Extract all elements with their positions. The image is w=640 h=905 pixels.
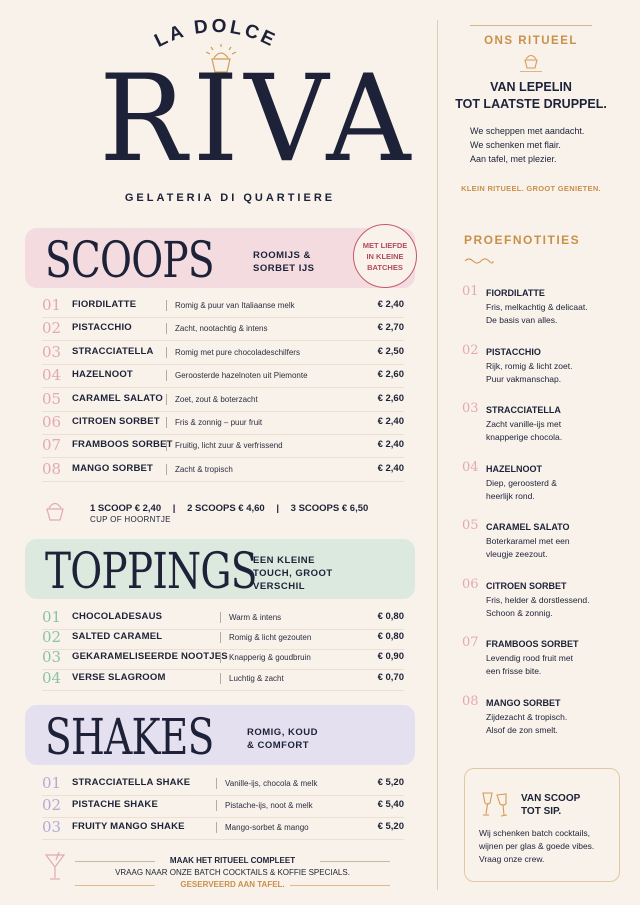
note-line: Schoon & zonnig. xyxy=(486,607,553,618)
item-name: SALTED CARAMEL xyxy=(72,631,163,643)
item-name: GEKARAMELISEERDE NOOTJES xyxy=(72,651,228,663)
item-name: FRUITY MANGO SHAKE xyxy=(72,821,185,832)
item-description: Knapperig & goudbruin xyxy=(220,652,311,663)
wave-ornament xyxy=(464,256,494,264)
toppings-subtitle xyxy=(253,554,333,593)
sip-text xyxy=(479,827,594,866)
note-name: FRAMBOOS SORBET xyxy=(486,639,579,649)
item-description: Zacht, nootachtig & intens xyxy=(166,323,268,334)
item-description: Romig met pure chocoladeschilfers xyxy=(166,347,300,358)
ritueel-headline-2: TOT LAATSTE DRUPPEL. xyxy=(455,97,607,111)
item-price: € 2,40 xyxy=(377,299,404,310)
note-line: Fris, helder & dorstlessend. xyxy=(486,594,590,605)
item-name: CHOCOLADESAUS xyxy=(72,611,163,622)
column-divider xyxy=(437,20,438,890)
toppings-subtitle-line: EEN KLEINE xyxy=(253,555,316,566)
cup-label: CUP OF HOORNTJE xyxy=(90,515,171,524)
note-line: Zijdezacht & tropisch. xyxy=(486,711,568,722)
scoops-subtitle-line: SORBET IJS xyxy=(253,263,315,274)
scoops-banner xyxy=(25,228,415,288)
note-line: een frisse bite. xyxy=(486,666,542,676)
item-number: 08 xyxy=(42,459,62,478)
note-line: knapperige chocola. xyxy=(486,432,563,442)
note-line: Diep, geroosterd & xyxy=(486,477,557,488)
scoops-row xyxy=(42,459,404,482)
toppings-subtitle-line: VERSCHIL xyxy=(253,581,306,592)
note-name: CARAMEL SALATO xyxy=(486,522,570,532)
note-number: 07 xyxy=(462,635,479,650)
note-line: Fris, melkachtig & delicaat. xyxy=(486,302,588,312)
item-name: HAZELNOOT xyxy=(72,369,133,381)
ice-cream-cup-icon-small xyxy=(520,51,542,69)
item-price: € 5,20 xyxy=(377,821,404,832)
proefnotities-title: PROEFNOTITIES xyxy=(464,233,581,247)
seal-line: IN KLEINE xyxy=(366,252,404,261)
note-number: 08 xyxy=(462,693,479,709)
note-line: Zacht vanille-ijs met xyxy=(486,419,562,429)
item-price: € 2,60 xyxy=(377,369,404,381)
note-name: MANGO SORBET xyxy=(486,697,561,708)
item-price: € 5,40 xyxy=(377,799,404,810)
item-description: Fruitig, licht zuur & verfrissend xyxy=(166,440,283,451)
item-name: STRACCIATELLA SHAKE xyxy=(72,777,191,788)
toppings-banner xyxy=(25,539,415,599)
toppings-title: TOPPINGS xyxy=(45,542,257,600)
ritueel-rule-mid xyxy=(520,71,542,72)
note-description xyxy=(486,535,616,561)
scoop-price-3: 3 SCOOPS € 6,50 xyxy=(290,503,369,514)
note-line: Boterkaramel met een xyxy=(486,536,570,546)
item-number: 03 xyxy=(42,648,62,667)
item-price: € 2,60 xyxy=(377,392,404,404)
glasses-icon xyxy=(479,789,511,819)
note-description xyxy=(486,711,616,737)
item-description: Romig & licht gezouten xyxy=(220,632,311,643)
note-line: Rijk, romig & licht zoet. xyxy=(486,360,573,371)
item-number: 04 xyxy=(42,668,62,687)
scoops-title: SCOOPS xyxy=(45,231,214,289)
ritueel-headline-1: VAN LEPELIN xyxy=(490,80,572,94)
sip-title-1: VAN SCOOP xyxy=(521,793,581,804)
note-number: 04 xyxy=(462,459,479,475)
item-name: PISTACHE SHAKE xyxy=(72,799,159,810)
item-price: € 2,70 xyxy=(377,322,404,334)
item-description: Warm & intens xyxy=(220,612,281,623)
seal-line: MET LIEFDE xyxy=(362,241,408,250)
item-price: € 2,40 xyxy=(377,439,404,451)
ritueel-line: Aan tafel, met plezier. xyxy=(470,154,557,164)
item-number: 06 xyxy=(42,413,62,431)
scoops-row xyxy=(42,342,404,365)
sip-card xyxy=(464,768,620,882)
note-name: STRACCIATELLA xyxy=(486,405,561,415)
scoops-row xyxy=(42,412,404,435)
item-price: € 5,20 xyxy=(377,777,404,788)
item-description: Fris & zonnig – puur fruit xyxy=(166,417,262,428)
brand-top: LA DOLCE xyxy=(151,15,281,53)
item-description: Zacht & tropisch xyxy=(166,464,233,475)
item-price: € 0,80 xyxy=(377,631,404,643)
item-number: 03 xyxy=(42,818,62,836)
shakes-row xyxy=(42,773,404,796)
note-description xyxy=(486,594,616,620)
sip-title-2: TOT SIP. xyxy=(521,806,562,817)
footer-line-2: VRAAG NAAR ONZE BATCH COCKTAILS & KOFFIE SPECIALS. xyxy=(115,868,350,877)
brand-name: RIVA xyxy=(99,50,417,189)
item-number: 05 xyxy=(42,389,62,408)
ritueel-rule-top xyxy=(470,25,592,26)
shakes-banner xyxy=(25,705,415,765)
cocktail-glass-icon xyxy=(44,852,66,882)
item-number: 04 xyxy=(42,366,62,385)
note-line: vleugje zeezout. xyxy=(486,549,548,559)
note-description xyxy=(486,652,616,678)
item-description: Geroosterde hazelnoten uit Piemonte xyxy=(166,370,308,381)
item-name: STRACCIATELLA xyxy=(72,345,154,357)
batch-seal xyxy=(353,224,417,288)
note-description xyxy=(486,418,616,444)
ritueel-tagline: KLEIN RITUEEL. GROOT GENIETEN. xyxy=(461,184,601,193)
scoop-prices: 1 SCOOP € 2,40 | 2 SCOOPS € 4,60 | 3 SCOOPS € 6,50 xyxy=(90,503,369,514)
item-name: FIORDILATTE xyxy=(72,299,137,310)
note-line: Puur vakmanschap. xyxy=(486,373,562,384)
note-description xyxy=(486,301,616,327)
scoop-price-2: 2 SCOOPS € 4,60 xyxy=(187,503,265,514)
item-price: € 2,50 xyxy=(377,345,404,357)
item-name: CITROEN SORBET xyxy=(72,416,160,427)
note-number: 03 xyxy=(462,401,479,416)
shakes-subtitle xyxy=(247,726,318,752)
item-number: 02 xyxy=(42,628,62,647)
sip-line: Wij schenken batch cocktails, xyxy=(479,828,591,838)
item-description: Romig & puur van Italiaanse melk xyxy=(166,300,295,311)
scoops-row xyxy=(42,435,404,458)
ritueel-title: ONS RITUEEL xyxy=(484,35,578,47)
sip-line: Vraag onze crew. xyxy=(479,854,545,864)
scoops-row xyxy=(42,295,404,318)
item-number: 01 xyxy=(42,608,62,626)
note-description xyxy=(486,477,616,503)
item-name: FRAMBOOS SORBET xyxy=(72,439,173,451)
scoops-row xyxy=(42,389,404,412)
item-number: 01 xyxy=(42,296,62,314)
sip-line: wijnen per glas & goede vibes. xyxy=(479,841,595,851)
item-name: VERSE SLAGROOM xyxy=(72,671,166,683)
item-number: 07 xyxy=(42,436,62,455)
shakes-title: SHAKES xyxy=(45,708,214,766)
note-name: CITROEN SORBET xyxy=(486,580,567,591)
shakes-row xyxy=(42,817,404,840)
cup-icon xyxy=(44,498,66,522)
item-price: € 2,40 xyxy=(377,416,404,427)
scoops-row xyxy=(42,318,404,341)
note-line: Levendig rood fruit met xyxy=(486,653,573,663)
item-price: € 0,90 xyxy=(377,651,404,663)
item-number: 02 xyxy=(42,319,62,338)
item-name: CARAMEL SALATO xyxy=(72,392,163,404)
item-number: 02 xyxy=(42,796,62,814)
footer-line-1: MAAK HET RITUEEL COMPLEET xyxy=(169,856,296,865)
note-name: FIORDILATTE xyxy=(486,288,545,298)
note-name: PISTACCHIO xyxy=(486,346,541,357)
note-name: HAZELNOOT xyxy=(486,463,542,474)
toppings-subtitle-line: TOUCH, GROOT xyxy=(253,568,333,579)
shakes-subtitle-line: & COMFORT xyxy=(247,740,310,751)
item-description: Luchtig & zacht xyxy=(220,673,284,684)
shakes-subtitle-line: ROMIG, KOUD xyxy=(247,727,318,738)
footer-line-3: GESERVEERD AAN TAFEL. xyxy=(180,880,285,889)
scoops-row xyxy=(42,365,404,388)
note-description xyxy=(486,360,616,386)
shakes-row xyxy=(42,795,404,818)
item-price: € 2,40 xyxy=(377,462,404,474)
toppings-row xyxy=(42,668,404,691)
item-number: 03 xyxy=(42,342,62,361)
scoops-subtitle-line: ROOMIJS & xyxy=(253,250,311,261)
note-line: De basis van alles. xyxy=(486,315,558,325)
item-price: € 0,80 xyxy=(377,611,404,622)
note-number: 01 xyxy=(462,284,479,299)
item-number: 01 xyxy=(42,774,62,792)
scoops-subtitle xyxy=(253,249,315,275)
item-name: MANGO SORBET xyxy=(72,462,154,474)
brand-subtitle: GELATERIA DI QUARTIERE xyxy=(124,192,336,204)
item-price: € 0,70 xyxy=(377,671,404,683)
item-description: Vanille-ijs, chocola & melk xyxy=(216,778,317,789)
seal-line: BATCHES xyxy=(367,263,403,272)
ritueel-line: We schenken met flair. xyxy=(470,140,561,150)
ritueel-text xyxy=(470,124,584,166)
item-description: Zoet, zout & boterzacht xyxy=(166,394,258,405)
note-line: heerlijk rond. xyxy=(486,490,535,501)
item-name: PISTACCHIO xyxy=(72,322,132,334)
note-number: 02 xyxy=(462,342,479,358)
item-description: Mango-sorbet & mango xyxy=(216,822,309,833)
note-number: 05 xyxy=(462,518,479,533)
note-line: Alsof de zon smelt. xyxy=(486,724,558,735)
note-number: 06 xyxy=(462,576,479,592)
item-description: Pistache-ijs, noot & melk xyxy=(216,800,313,811)
scoop-price-1: 1 SCOOP € 2,40 xyxy=(90,503,162,514)
ritueel-line: We scheppen met aandacht. xyxy=(470,126,585,136)
